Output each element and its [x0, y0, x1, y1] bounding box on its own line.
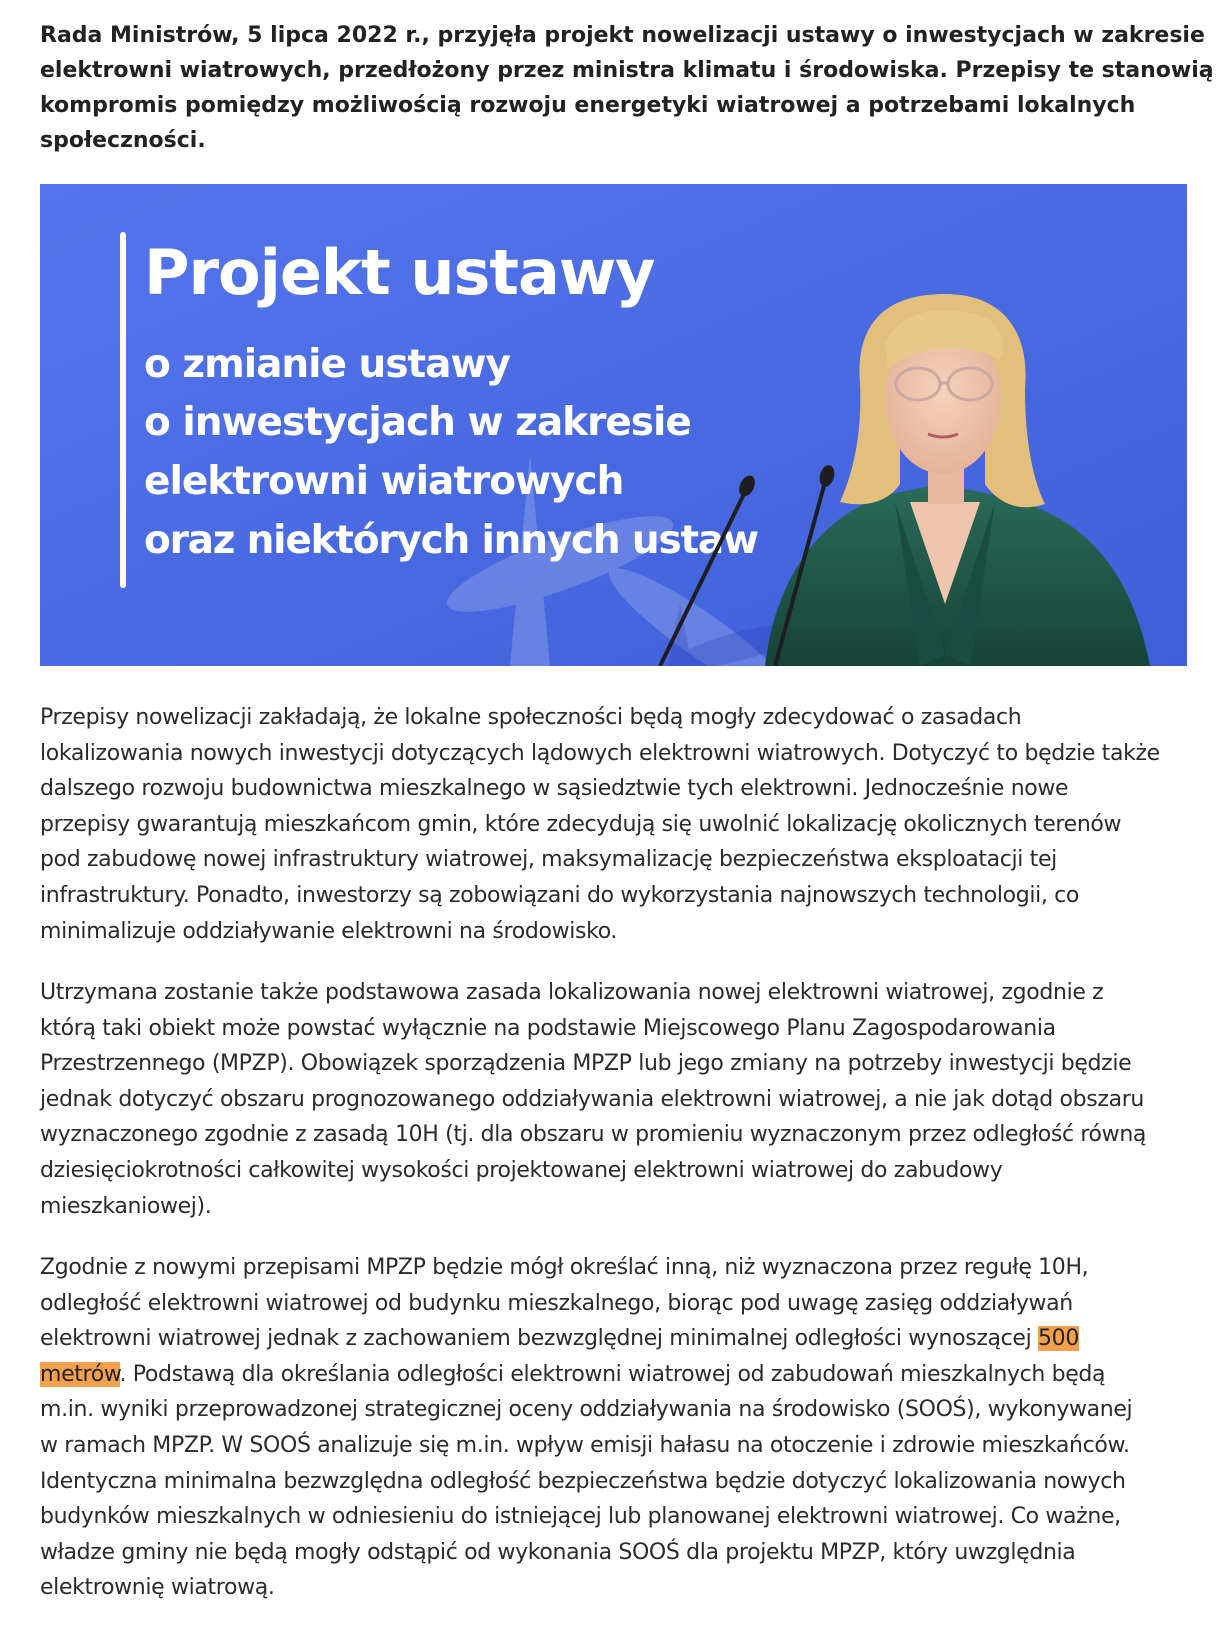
paragraph-line: w ramach MPZP. W SOOŚ analizuje się m.in. wpływ emisji hałasu na otoczenie i zdrowie mieszkańców.: [40, 1432, 1130, 1458]
hero-subtitle-line: o zmianie ustawy: [144, 342, 510, 387]
paragraph-line: mieszkaniowej).: [40, 1193, 212, 1219]
paragraph-line: minimalizuje oddziaływanie elektrowni na środowisko.: [40, 918, 618, 944]
paragraph-line: dalszego rozwoju budownictwa mieszkalnego w sąsiedztwie tych elektrowni. Jednocześnie nowe: [40, 776, 1069, 802]
paragraph-line: przepisy gwarantują mieszkańcom gmin, które zdecydują się uwolnić lokalizację okolicznych terenów: [40, 811, 1122, 837]
article-lead: [40, 18, 1214, 158]
paragraph-line: elektrownię wiatrową.: [40, 1575, 275, 1601]
paragraph-line: władze gminy nie będą mogły odstąpić od wykonania SOOŚ dla projektu MPZP, który uwzględnia: [40, 1539, 1076, 1565]
paragraph-1: [40, 700, 1190, 949]
paragraph-line: [40, 1321, 1190, 1357]
paragraph-line: Utrzymana zostanie także podstawowa zasada lokalizowania nowej elektrowni wiatrowej, zgodnie z: [40, 980, 1104, 1005]
highlighted-distance: 500: [1038, 1326, 1079, 1352]
hero-title: Projekt ustawy: [144, 236, 655, 309]
paragraph-line: [40, 1357, 1190, 1393]
paragraph-line: infrastruktury. Ponadto, inwestorzy są zobowiązani do wykorzystania najnowszych technologii, co: [40, 882, 1080, 908]
paragraph-line: dziesięciokrotności całkowitej wysokości projektowanej elektrowni wiatrowej do zabudowy: [40, 1157, 1003, 1183]
paragraph-line: odległość elektrowni wiatrowej od budynku mieszkalnego, biorąc pod uwagę zasięg oddziaływań: [40, 1290, 1073, 1316]
paragraph-3: [40, 1250, 1190, 1606]
hero-subtitle-line: o inwestycjach w zakresie: [144, 400, 691, 445]
hero-subtitle-line: oraz niektórych innych ustaw: [144, 518, 758, 563]
paragraph-text: elektrowni wiatrowej jednak z zachowaniem bezwzględnej minimalnej odległości wynoszącej: [40, 1326, 1039, 1352]
paragraph-line: budynków mieszkalnych w odniesieniu do istniejącej lub planowanej elektrowni wiatrowej. Co ważne,: [40, 1504, 1121, 1530]
paragraph-line: Zgodnie z nowymi przepisami MPZP będzie mógł określać inną, niż wyznaczona przez regułę 10H,: [40, 1255, 1089, 1280]
hero-illustration: [40, 184, 1187, 666]
paragraph-line: jednak dotyczyć obszaru prognozowanego oddziaływania elektrowni wiatrowej, a nie jak dotąd obszaru: [40, 1086, 1144, 1112]
paragraph-line: m.in. wyniki przeprowadzonej strategicznej oceny oddziaływania na środowisko (SOOŚ), wykonywanej: [40, 1397, 1133, 1423]
hero-subtitle-line: elektrowni wiatrowych: [144, 459, 624, 504]
lead-line: Rada Ministrów, 5 lipca 2022 r., przyjęła projekt nowelizacji ustawy o inwestycjach w zakresie: [40, 23, 1205, 48]
lead-line: elektrowni wiatrowych, przedłożony przez ministra klimatu i środowiska. Przepisy te stanowią: [40, 58, 1214, 83]
paragraph-line: lokalizowania nowych inwestycji dotyczących lądowych elektrowni wiatrowych. Dotyczyć to będzie także: [40, 740, 1160, 766]
hero-image: [40, 184, 1187, 666]
paragraph-text: . Podstawą dla określania odległości elektrowni wiatrowej od zabudowań mieszkalnych będą: [119, 1361, 1106, 1387]
paragraph-line: Przestrzennego (MPZP). Obowiązek sporządzenia MPZP lub jego zmiany na potrzeby inwestycji będzie: [40, 1051, 1132, 1077]
paragraph-line: Przepisy nowelizacji zakładają, że lokalne społeczności będą mogły zdecydować o zasadach: [40, 705, 1022, 730]
paragraph-line: wyznaczonego zgodnie z zasadą 10H (tj. dla obszaru w promieniu wyznaczonym przez odległość równą: [40, 1122, 1147, 1148]
lead-line: społeczności.: [40, 128, 206, 153]
paragraph-2: [40, 975, 1190, 1224]
paragraph-line: pod zabudowę nowej infrastruktury wiatrowej, maksymalizację bezpieczeństwa eksploatacji tej: [40, 847, 1057, 873]
lead-line: kompromis pomiędzy możliwością rozwoju energetyki wiatrowej a potrzebami lokalnych: [40, 93, 1136, 118]
paragraph-line: którą taki obiekt może powstać wyłącznie na podstawie Miejscowego Planu Zagospodarowania: [40, 1015, 1056, 1041]
paragraph-line: Identyczna minimalna bezwzględna odległość bezpieczeństwa będzie dotyczyć lokalizowania nowych: [40, 1468, 1126, 1494]
highlighted-unit: metrów: [40, 1361, 120, 1387]
hero-accent-bar: [120, 232, 126, 588]
